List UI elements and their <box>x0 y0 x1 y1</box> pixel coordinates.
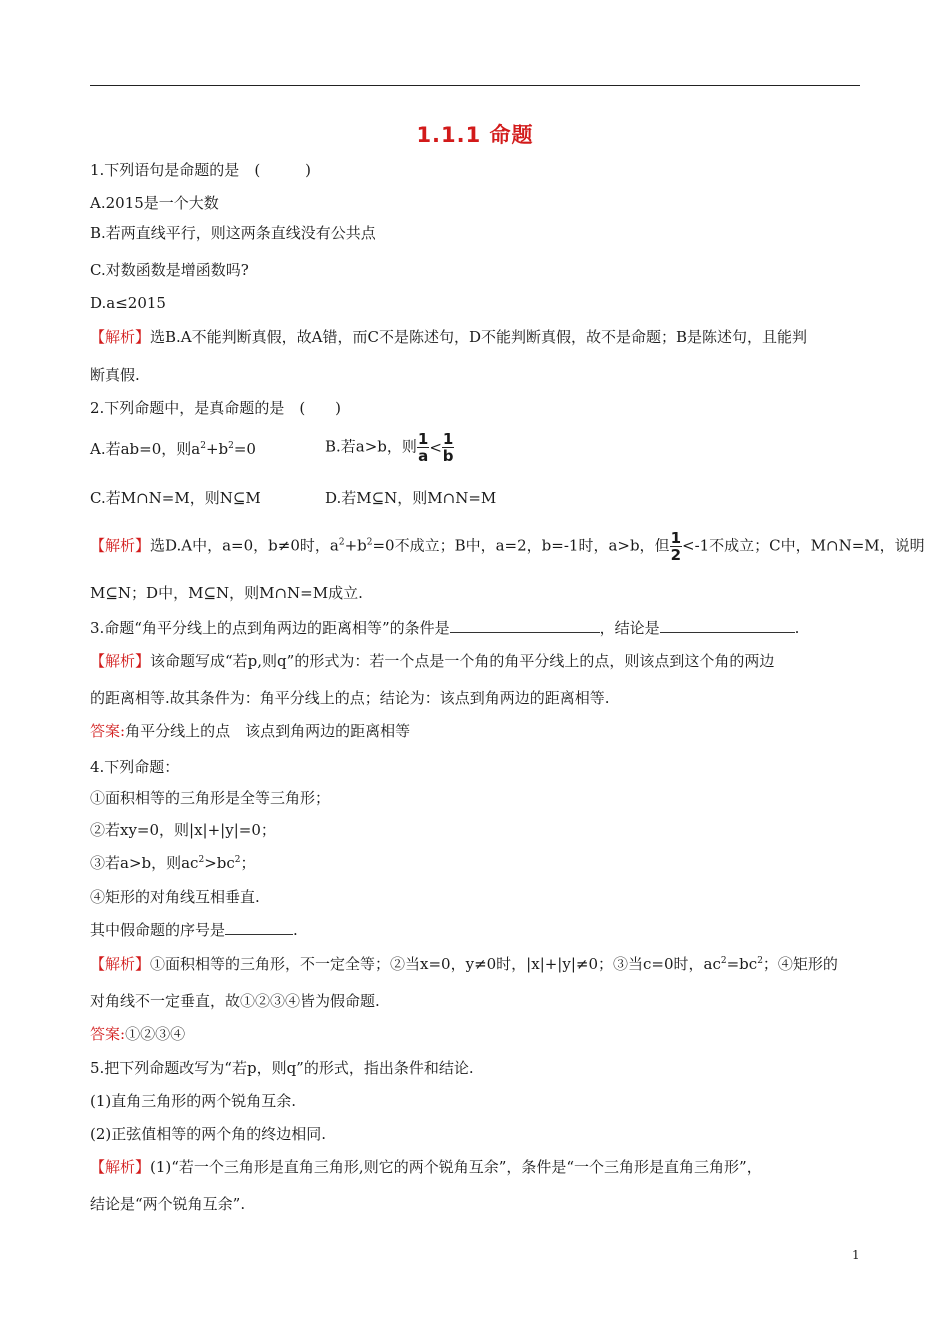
q2-option-c: C.若M∩N=M，则N⊆M <box>90 489 261 507</box>
q5-part-1: (1)直角三角形的两个锐角互余. <box>90 1092 297 1110</box>
q5-analysis: 【解析】(1)“若一个三角形是直角三角形,则它的两个锐角互余”，条件是“一个三角形是直角三角形”， <box>90 1158 762 1176</box>
q3-stem: 3.命题“角平分线上的点到角两边的距离相等”的条件是 ，结论是 . <box>90 619 800 637</box>
q2-stem: 2.下列命题中，是真命题的是 ( ) <box>90 399 342 417</box>
fraction-1-over-2: $\frac{1}{2}$ <box>670 529 681 564</box>
q4-analysis-cont: 对角线不一定垂直，故①②③④皆为假命题. <box>90 992 380 1010</box>
q5-stem: 5.把下列命题改写为“若p，则q”的形式，指出条件和结论. <box>90 1059 474 1077</box>
q4-stem: 4.下列命题： <box>90 758 180 776</box>
q1-option-c: C.对数函数是增函数吗? <box>90 261 249 279</box>
q1-option-a: A.2015是一个大数 <box>90 194 219 212</box>
conclusion-blank[interactable] <box>660 618 795 633</box>
q3-analysis: 【解析】该命题写成“若p,则q”的形式为：若一个点是一个角的角平分线上的点，则该点到这个角的两边 <box>90 652 775 670</box>
q5-analysis-cont: 结论是“两个锐角互余”. <box>90 1195 246 1213</box>
fraction-1-over-b: $\frac{1}{b}$ <box>442 430 454 465</box>
q5-part-2: (2)正弦值相等的两个角的终边相同. <box>90 1125 327 1143</box>
q3-answer: 答案:角平分线上的点 该点到角两边的距离相等 <box>90 722 411 740</box>
q1-analysis: 【解析】选B.A不能判断真假，故A错，而C不是陈述句，D不能判断真假，故不是命题；B是陈述句，且能判 <box>90 328 808 346</box>
q4-question: 其中假命题的序号是 . <box>90 921 298 939</box>
analysis-tag: 【解析】 <box>90 328 151 346</box>
q1-option-d: D.a≤2015 <box>90 294 166 312</box>
q2-option-d: D.若M⊆N，则M∩N=M <box>325 489 497 507</box>
q4-item-4: ④矩形的对角线互相垂直. <box>90 888 260 906</box>
q4-item-3: ③若a>b，则$ac^2>bc^2$； <box>90 854 256 872</box>
q4-answer: 答案:①②③④ <box>90 1025 186 1043</box>
q2-analysis-cont: M⊆N；D中，M⊆N，则M∩N=M成立. <box>90 584 363 602</box>
q4-analysis: 【解析】①面积相等的三角形，不一定全等；②当x=0，y≠0时，|x|+|y|≠0；③当c=0时，$ac^2=bc^2$；④矩形的 <box>90 955 838 973</box>
q4-item-1: ①面积相等的三角形是全等三角形； <box>90 789 331 807</box>
q2-analysis: 【解析】选D.A中，a=0，b≠0时，$a^2+b^2=0$不成立；B中，a=2，b=-1时，a>b，但 $\frac{1}{2}$ <-1不成立；C中，M∩N=M，说明 <box>90 529 925 564</box>
q2-option-a: A.若ab=0，则$a^2+b^2=0$ <box>90 440 256 458</box>
page-title: 1.1.1 命题 <box>416 123 534 147</box>
q2-option-b: B.若a>b，则 $\frac{1}{a}$ < $\frac{1}{b}$ <box>325 430 454 465</box>
q1-analysis-cont: 断真假. <box>90 366 140 384</box>
condition-blank[interactable] <box>450 618 600 633</box>
q4-item-2: ②若xy=0，则|x|+|y|=0； <box>90 821 276 839</box>
page-number: 1 <box>852 1248 860 1262</box>
header-rule <box>90 85 860 86</box>
q1-option-b: B.若两直线平行，则这两条直线没有公共点 <box>90 224 376 242</box>
answer-blank[interactable] <box>225 920 293 935</box>
q3-analysis-cont: 的距离相等.故其条件为：角平分线上的点；结论为：该点到角两边的距离相等. <box>90 689 610 707</box>
fraction-1-over-a: $\frac{1}{a}$ <box>417 430 429 465</box>
q1-stem: 1.下列语句是命题的是 ( ) <box>90 161 312 179</box>
